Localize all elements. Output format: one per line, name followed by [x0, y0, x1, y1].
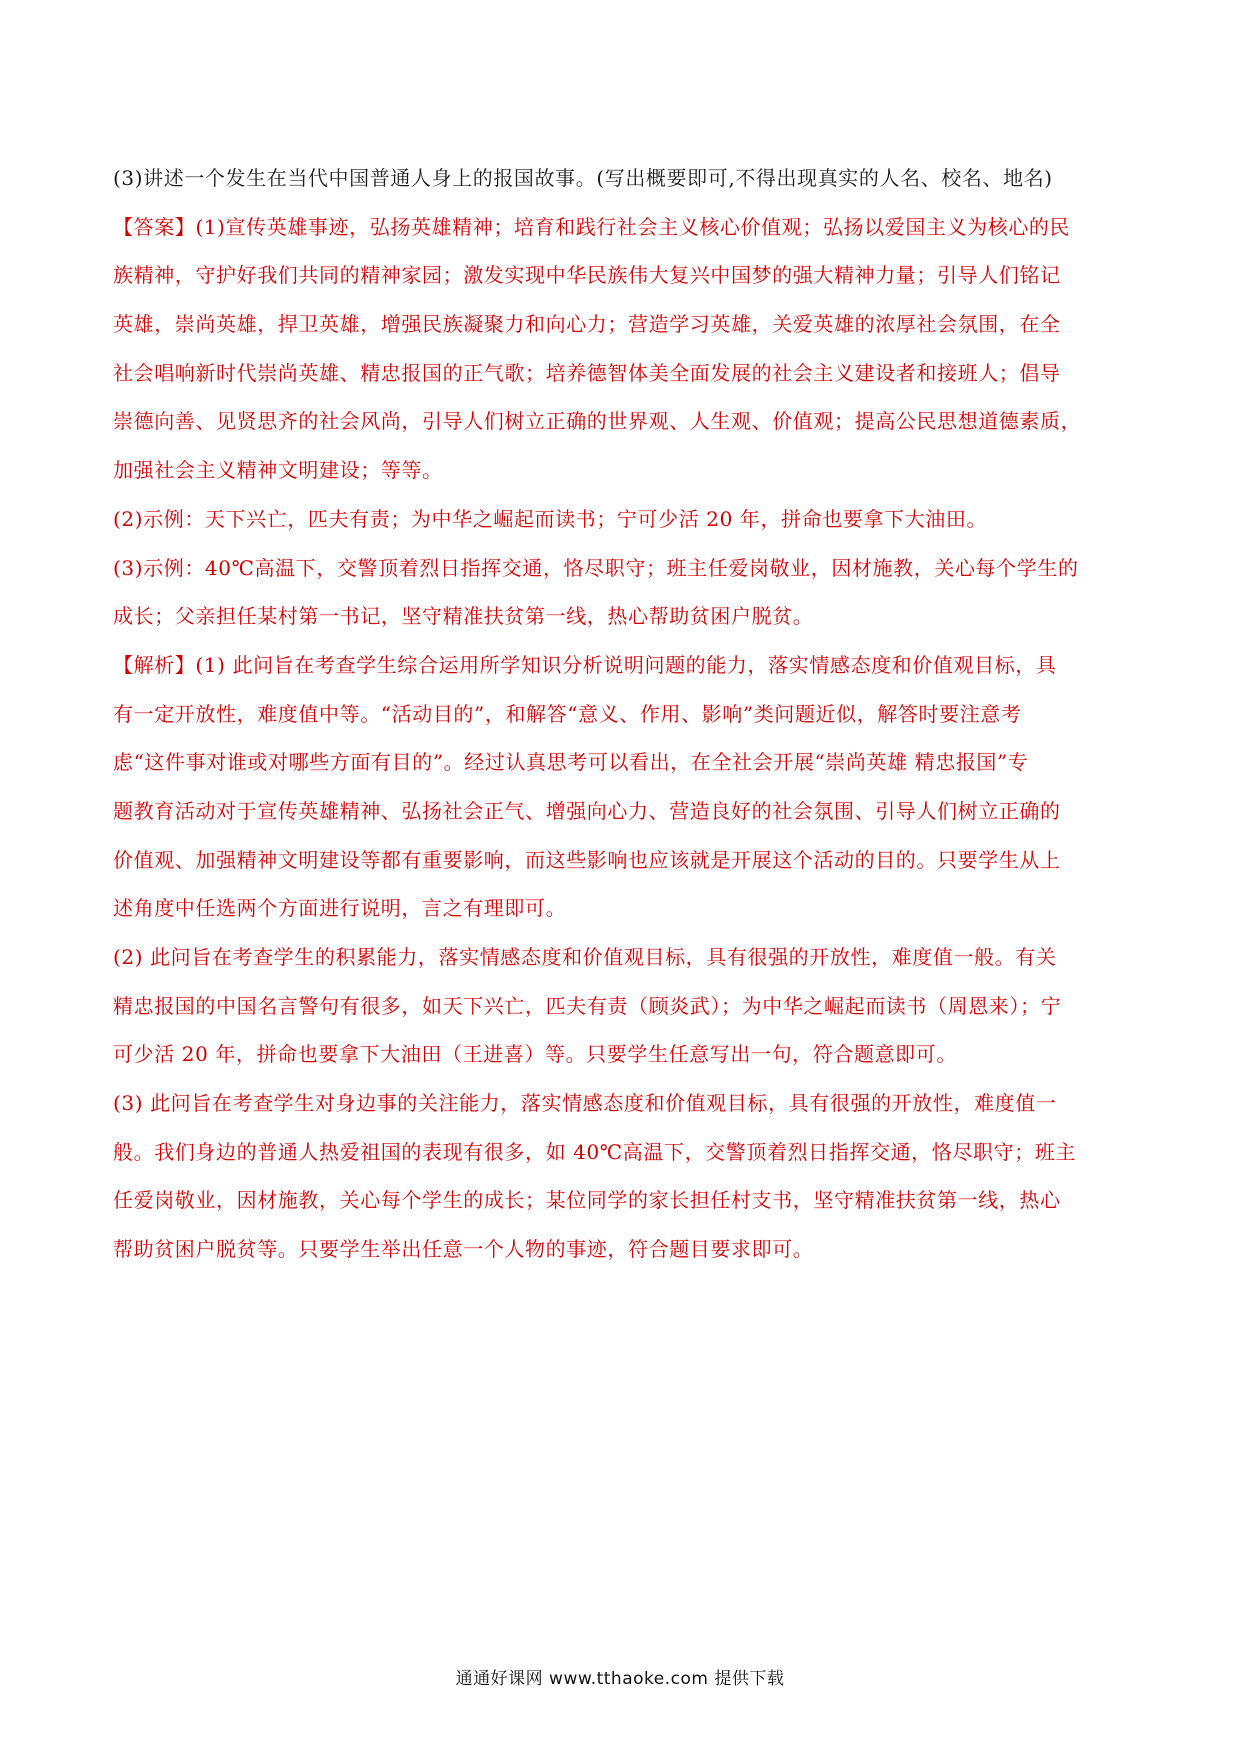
- analysis-line: 任爱岗敬业，因材施教，关心每个学生的成长；某位同学的家长担任村支书，坚守精准扶贫第一线，热心: [113, 1188, 1061, 1213]
- analysis-line: 【解析】(1) 此问旨在考查学生综合运用所学知识分析说明问题的能力，落实情感态度和价值观目标，具: [113, 652, 1057, 677]
- question-3-text: (3)讲述一个发生在当代中国普通人身上的报国故事。(写出概要即可,不得出现真实的人名、校名、地名): [113, 166, 1053, 190]
- analysis-line: 有一定开放性，难度值中等。“活动目的”，和解答“意义、作用、影响”类问题近似，解答时要注意考: [113, 701, 1022, 726]
- analysis-line: 般。我们身边的普通人热爱祖国的表现有很多，如 40℃高温下，交警顶着烈日指挥交通，恪尽职守；班主: [113, 1139, 1076, 1164]
- answer-line: 加强社会主义精神文明建设；等等。: [113, 458, 443, 483]
- answer-section: [113, 203, 1133, 641]
- answer-line: 社会唱响新时代崇尚英雄、精忠报国的正气歌；培养德智体美全面发展的社会主义建设者和接班人；倡导: [113, 360, 1061, 385]
- analysis-line: (3) 此问旨在考查学生对身边事的关注能力，落实情感态度和价值观目标，具有很强的开放性，难度值一: [113, 1091, 1057, 1116]
- analysis-section: [113, 641, 1133, 1274]
- analysis-line: (2) 此问旨在考查学生的积累能力，落实情感态度和价值观目标，具有很强的开放性，难度值一般。有关: [113, 945, 1057, 969]
- analysis-line: 题教育活动对于宣传英雄精神、弘扬社会正气、增强向心力、营造良好的社会氛围、引导人们树立正确的: [113, 798, 1061, 823]
- analysis-line: 述角度中任选两个方面进行说明，言之有理即可。: [113, 896, 567, 921]
- analysis-line: 可少活 20 年，拼命也要拿下大油田（王进喜）等。只要学生任意写出一句，符合题意即可。: [113, 1042, 957, 1067]
- answer-line: 英雄，崇尚英雄，捍卫英雄，增强民族凝聚力和向心力；营造学习英雄，关爱英雄的浓厚社会氛围，在全: [113, 312, 1061, 337]
- analysis-line: 精忠报国的中国名言警句有很多，如天下兴亡，匹夫有责（顾炎武）；为中华之崛起而读书（周恩来）；宁: [113, 993, 1062, 1018]
- answer-line: 族精神，守护好我们共同的精神家园；激发实现中华民族伟大复兴中国梦的强大精神力量；引导人们铭记: [113, 263, 1061, 288]
- analysis-line: 帮助贫困户脱贫等。只要学生举出任意一个人物的事迹，符合题目要求即可。: [113, 1237, 814, 1262]
- analysis-line: 价值观、加强精神文明建设等都有重要影响，而这些影响也应该就是开展这个活动的目的。只要学生从上: [113, 847, 1061, 872]
- answer-line: 【答案】(1)宣传英雄事迹，弘扬英雄精神；培育和践行社会主义核心价值观；弘扬以爱国主义为核心的民: [113, 214, 1071, 239]
- answer-line: 崇德向善、见贤思齐的社会风尚，引导人们树立正确的世界观、人生观、价值观；提高公民思想道德素质，: [113, 409, 1082, 434]
- answer-line: (2)示例：天下兴亡，匹夫有责；为中华之崛起而读书；宁可少活 20 年，拼命也要拿下大油田。: [113, 506, 988, 531]
- document-body: [113, 154, 1133, 1274]
- page-footer: 通通好课网 www.tthaoke.com 提供下载: [455, 1669, 785, 1689]
- answer-line: (3)示例：40℃高温下，交警顶着烈日指挥交通，恪尽职守；班主任爱岗敬业，因材施教，关心每个学生的: [113, 555, 1079, 580]
- answer-line: 成长；父亲担任某村第一书记，坚守精准扶贫第一线，热心帮助贫困户脱贫。: [113, 604, 814, 629]
- analysis-line: 虑“这件事对谁或对哪些方面有目的”。经过认真思考可以看出，在全社会开展“崇尚英雄 精忠报国”专: [113, 750, 1029, 775]
